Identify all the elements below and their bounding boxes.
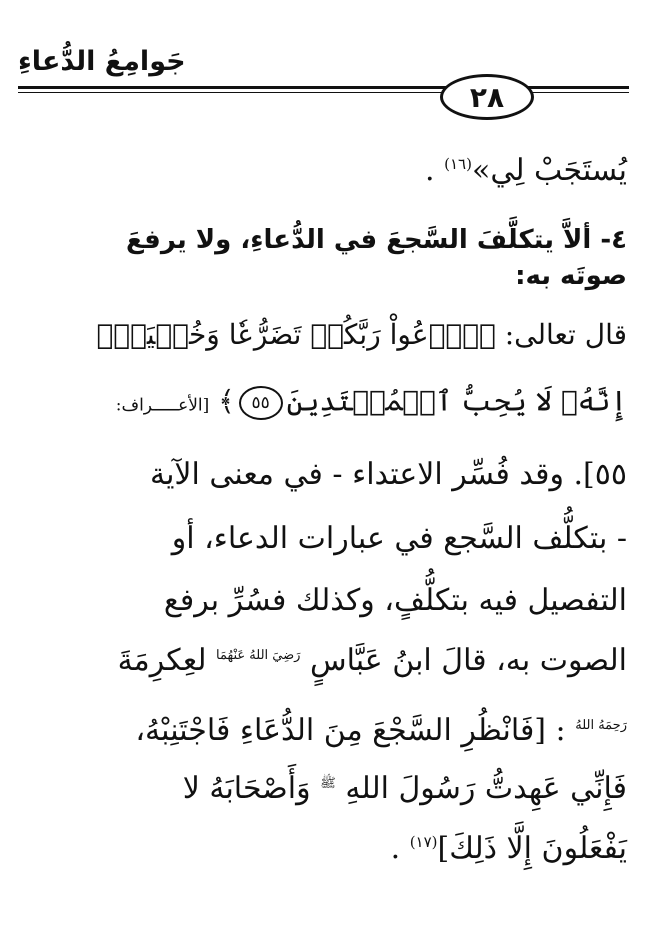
footnote-ref: (١٦)	[444, 155, 472, 173]
quran-line-2: إِنَّهُۥ لَا يُحِبُّ ٱلۡمُعۡتَدِينَ٥٥﴾ [الأعـــــراف:	[18, 386, 627, 420]
text-line-8: فَإِنِّي عَهِدتُّ رَسُولَ اللهِ $^ﷺ$ وَأَصْحَابَهُ لا	[182, 771, 627, 806]
text-line-1: يُستَجَبْ لِي»$^{(١٦)}$ .	[425, 153, 627, 188]
quran-line-1: قال تعالى: ﴿ٱدۡعُواْ رَبَّكُمۡ تَضَرُّعٗا وَخُفۡيَةًۚ	[96, 318, 627, 351]
honorific-radiyallah: رَضِيَ اللهُ عَنْهُمَا	[216, 648, 301, 663]
heading-line-2: صوتَه به:	[515, 261, 627, 291]
text-line-7: $^{رَحِمَهُ اللهُ}$ : [فَانْظُرِ السَّجْعَ مِنَ الدُّعَاءِ فَاجْتَنِبْهُ،	[135, 713, 627, 748]
surah-reference: [الأعـــــراف:	[115, 395, 210, 416]
verse-number-mark: ٥٥	[239, 386, 283, 420]
header-rule-thick	[18, 86, 629, 89]
page-number-badge	[440, 74, 534, 120]
honorific-rahimahullah: رَحِمَهُ اللهُ	[575, 718, 627, 733]
text-line-5: التفصيل فيه بتكلُّفٍ، وكذلك فسُرِّ برفع	[163, 583, 627, 618]
footnote-ref: (١٧)	[409, 833, 438, 851]
text-line-4: - بتكلُّف السَّجع في عبارات الدعاء، أو	[171, 521, 627, 556]
honorific-salawat: ﷺ	[320, 776, 336, 791]
text-line-6: الصوت به، قالَ ابنُ عَبَّاسٍ $^{رَضِيَ اللهُ عَنْهُمَا}$ لعِكرِمَةَ	[117, 643, 627, 678]
text-line-9: يَفْعَلُونَ إِلَّا ذَلِكَ]$^{(١٧)}$ .	[390, 831, 627, 866]
text-line-3: ٥٥]. وقد فُسِّر الاعتداء - في معنى الآية	[149, 457, 627, 492]
heading-line-1: ٤- ألاَّ يتكلَّفَ السَّجعَ في الدُّعاءِ، ولا يرفعَ	[126, 225, 627, 255]
page-number: ٢٨	[469, 80, 505, 114]
book-title: جَوامِعُ الدُّعاءِ	[18, 46, 186, 77]
header-rule-thin	[18, 92, 629, 93]
